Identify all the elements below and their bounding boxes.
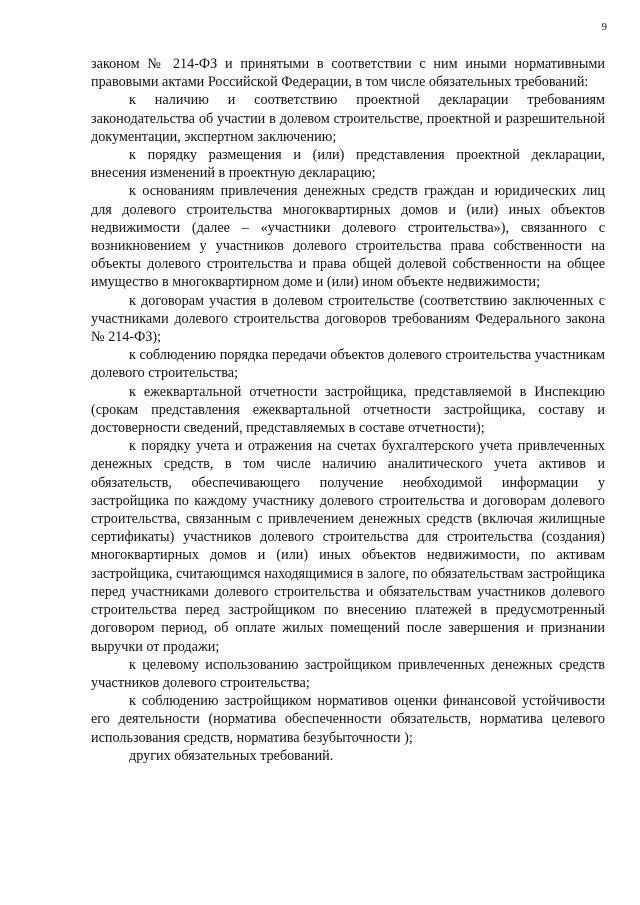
paragraph-declaration-placement: к порядку размещения и (или) представления проектной декларации, внесения изменений в проектную декларацию; <box>91 147 605 182</box>
paragraph-object-transfer: к соблюдению порядка передачи объектов долевого строительства участникам долевого строительства; <box>91 347 605 382</box>
paragraph-participation-contracts: к договорам участия в долевом строительстве (соответствию заключенных с участниками долевого строительства договоров требованиям Федерального закона № 214-ФЗ); <box>91 292 605 346</box>
paragraph-law-continuation: законом № 214-ФЗ и принятыми в соответствии с ним иными нормативными правовыми актами Российской Федерации, в том числе обязательных требований: <box>91 56 605 91</box>
paragraph-accounting: к порядку учета и отражения на счетах бухгалтерского учета привлеченных денежных средств, в том числе наличию аналитического учета активов и обязательств, обеспечивающего получение необходимой информации у застройщика по каждому участнику долевого строительства и договорам долевого строительства, связанным с привлечением денежных средств (включая жилищные сертификаты) участников долевого строительства для строительства (создания) многоквартирных домов и (или) иных объектов недвижимости, по активам застройщика, считающимся находящимися в залоге, по обязательствам застройщика перед участниками долевого строительства и обязательствам участников долевого строительства перед застройщиком по внесению платежей в предусмотренный договором период, об оплате жилых помещений после завершения и признании выручки от продажи; <box>91 438 605 655</box>
paragraph-other-requirements: других обязательных требований. <box>129 747 334 764</box>
paragraph-financial-stability: к соблюдению застройщиком нормативов оценки финансовой устойчивости его деятельности (норматива обеспеченности обязательств, норматива целевого использования средств, норматива безубыточности ); <box>91 693 605 746</box>
page-number: 9 <box>601 21 607 33</box>
paragraph-quarterly-reporting: к ежеквартальной отчетности застройщика, представляемой в Инспекцию (срокам представления ежеквартальной отчетности застройщика, составу и достоверности сведений, представляемых в составе отчетности); <box>91 383 605 437</box>
paragraph-funding-grounds: к основаниям привлечения денежных средств граждан и юридических лиц для долевого строительства многоквартирных домов и (или) иных объектов недвижимости (далее – «участники долевого строительства»), связанного с возникновением у участников долевого строительства права собственности на объекты долевого строительства и права общей долевой собственности на общее имущество в многоквартирном доме и (или) ином объекте недвижимости; <box>91 183 605 291</box>
body-text <box>91 55 605 765</box>
paragraph-targeted-use: к целевому использованию застройщиком привлеченных денежных средств участников долевого строительства; <box>91 656 605 691</box>
paragraph-project-declaration: к наличию и соответствию проектной декларации требованиям законодательства об участии в долевом строительстве, проектной и разрешительной документации, экспертном заключению; <box>91 92 605 145</box>
